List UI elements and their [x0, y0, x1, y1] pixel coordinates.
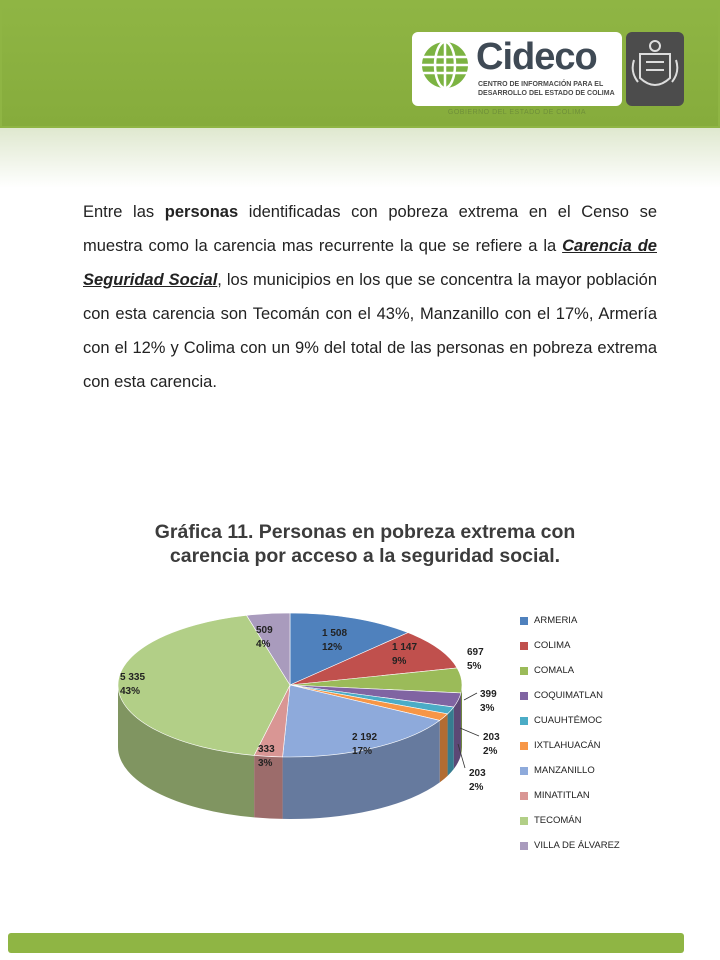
- legend-label-4: CUAUHTÉMOC: [534, 715, 603, 726]
- pie-value-label-5: 203: [469, 768, 486, 779]
- logo-wordmark: Cideco: [476, 36, 597, 78]
- header-tagline: GOBIERNO DEL ESTADO DE COLIMA: [447, 109, 587, 116]
- legend-label-3: COQUIMATLAN: [534, 690, 603, 701]
- legend-item-9: [520, 833, 710, 858]
- legend-swatch-0: [520, 617, 528, 625]
- legend-label-0: ARMERIA: [534, 615, 578, 626]
- legend-swatch-5: [520, 742, 528, 750]
- legend-swatch-2: [520, 667, 528, 675]
- pie-value-label-3: 399: [480, 689, 497, 700]
- legend-label-1: COLIMA: [534, 640, 571, 651]
- legend-label-8: TECOMÁN: [534, 815, 582, 826]
- legend-label-2: COMALA: [534, 665, 575, 676]
- para-text-2: identificadas con pobreza extrema en el Censo se muestra como la carencia mas recurrente la que se refiere a la: [83, 203, 657, 255]
- pie-value-label-2: 697: [467, 647, 484, 658]
- pie-percent-label-1: 9%: [392, 656, 407, 667]
- legend-swatch-9: [520, 842, 528, 850]
- pie-percent-label-7: 3%: [258, 758, 273, 769]
- para-text-1: Entre las: [83, 203, 165, 221]
- legend-item-3: [520, 683, 710, 708]
- legend-swatch-3: [520, 692, 528, 700]
- legend-label-5: IXTLAHUACÁN: [534, 740, 601, 751]
- legend-label-9: VILLA DE ÁLVAREZ: [534, 840, 620, 851]
- pie-side-5: [440, 714, 448, 783]
- pie-value-label-1: 1 147: [392, 642, 418, 653]
- pie-value-label-4: 203: [483, 732, 500, 743]
- footer-band: [8, 933, 684, 953]
- pie-value-label-8: 5 335: [120, 672, 146, 683]
- legend-item-8: [520, 808, 710, 833]
- chart-legend: [520, 608, 710, 858]
- legend-item-5: [520, 733, 710, 758]
- legend-swatch-6: [520, 767, 528, 775]
- legend-label-6: MANZANILLO: [534, 765, 595, 776]
- pie-value-label-0: 1 508: [322, 628, 348, 639]
- legend-item-6: [520, 758, 710, 783]
- pie-side-2: [461, 685, 462, 755]
- legend-swatch-4: [520, 717, 528, 725]
- pie-value-label-6: 2 192: [352, 732, 378, 743]
- pie-percent-label-8: 43%: [120, 686, 141, 697]
- para-emphasis: Carencia de Seguridad Social: [83, 237, 657, 289]
- legend-swatch-7: [520, 792, 528, 800]
- pie-percent-label-4: 2%: [483, 746, 498, 757]
- legend-item-0: [520, 608, 710, 633]
- legend-item-2: [520, 658, 710, 683]
- chart-title: Gráfica 11. Personas en pobreza extrema con carencia por acceso a la seguridad social.: [154, 521, 576, 567]
- legend-swatch-8: [520, 817, 528, 825]
- pie-value-label-7: 333: [258, 744, 275, 755]
- legend-item-1: [520, 633, 710, 658]
- pie-percent-label-6: 17%: [352, 746, 373, 757]
- pie-value-label-9: 509: [256, 625, 273, 636]
- legend-swatch-1: [520, 642, 528, 650]
- legend-item-7: [520, 783, 710, 808]
- pie-percent-label-0: 12%: [322, 642, 343, 653]
- leader-line-4: [460, 728, 479, 736]
- pie-percent-label-9: 4%: [256, 639, 271, 650]
- pie-percent-label-2: 5%: [467, 661, 482, 672]
- pie-side-4: [448, 707, 454, 776]
- para-text-3: , los municipios en los que se concentra la mayor población con esta carencia son Tecomán con el 43%, Manzanillo con el 17%, Armería con el 12% y Colima con un 9% del total de las personas en pobreza extrema con esta carencia.: [83, 271, 657, 391]
- legend-item-4: [520, 708, 710, 733]
- legend-label-7: MINATITLAN: [534, 790, 590, 801]
- pie-percent-label-3: 3%: [480, 703, 495, 714]
- logo-subtitle: CENTRO DE INFORMACIÓN PARA EL DESARROLLO DEL ESTADO DE COLIMA: [478, 81, 615, 97]
- para-bold-personas: personas: [164, 203, 239, 221]
- leader-line-3: [464, 693, 477, 700]
- pie-percent-label-5: 2%: [469, 782, 484, 793]
